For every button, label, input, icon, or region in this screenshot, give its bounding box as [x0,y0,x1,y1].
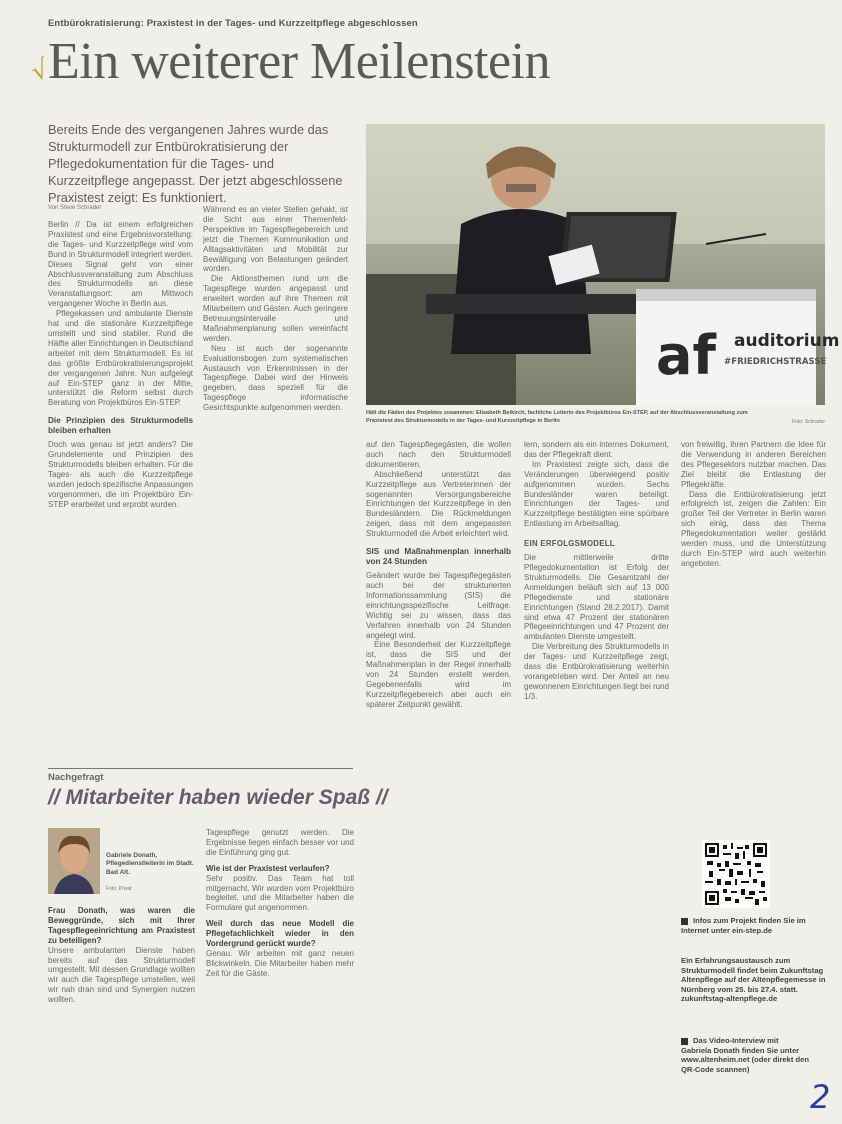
lead-paragraph: Bereits Ende des vergangenen Jahres wurde das Strukturmodell zur Entbürokratisierung der Pflegedokumentation für die Tages- und Kurzzeitpflege angepasst. Der jetzt abgeschlossene Praxistest zeigt: Es funktioniert. [48,122,343,205]
paragraph: Doch was genau ist jetzt anders? Die Grundelemente und Prinzipien des Strukturmodells bleiben erhalten. Für die Tages- als auch die Kurzzeitpflege wurden jedoch spezifische Anpassungen vorgenommen, die im Projektbüro Ein-STEP erarbeitet und erprobt wurden. [48,440,193,509]
podium-banner-text: auditorium [734,331,840,351]
byline: Von Steve Schrader [48,205,102,211]
info-box-event [681,956,826,1004]
interview-column-2 [206,828,354,1096]
event-photo [366,124,840,405]
subheading: SIS und Maßnahmenplan innerhalb von 24 Stunden [366,547,511,567]
interview-column-1 [48,906,195,1096]
portrait-caption: Gabriele Donath, Pflegedienstleiterin im Stadt. Bad Alt. [106,852,194,876]
interview-title: // Mitarbeiter haben wieder Spaß // [48,786,388,809]
interview-question: Frau Donath, was waren die Beweggründe, sich mit Ihrer Tagespflegeeinrichtung am Praxistest zu beteiligen? [48,906,195,945]
kicker: Entbürokratisierung: Praxistest in der Tages- und Kurzzeitpflege abgeschlossen [48,18,418,29]
portrait-photo [48,828,100,894]
paragraph: Dass die Entbürokratisierung jetzt erfolgreich ist, zeigen die Zahlen: Ein großer Teil der Vertreter in Berlin waren sich einig, dass das Thema Pflegedokumentation weiter gestärkt werden muss, und die Unterstützung durch Ein-STEP wird auch weiterhin angeboten. [681,489,826,568]
paragraph: Abschließend unterstützt das Kurzzeitpflege aus Vertreterinnen der sogenannten Versorgungsbereiche Einrichtungen der Kurzzeitpflege in den Bundesländern. Die Rückmeldungen zeigen, dass mit dem angepassten Strukturmodell die Arbeit erleichtert wird. [366,469,511,539]
portrait-illustration [48,828,100,894]
podium-logo: af [656,324,716,387]
paragraph: Im Praxistest zeigte sich, dass die Veränderungen überwiegend positiv aufgenommen wurden. Sechs Bundesländer waren beteiligt. Einrichtungen der Tages- und Kurzzeitpflege bestätigten eine spürbare Entlastung im Arbeitsalltag. [524,459,669,529]
square-bullet-icon [681,1038,688,1045]
paragraph: Die Aktionsthemen rund um die Tagespflege wurden angepasst und erweitert worden auf ihre Themen mit Mitarbeitern und Gästen. Auch geringere Betreuungsintervalle und Maßnahmenplanung sollen vereinfacht werden. [203,274,348,343]
subheading-caps: EIN ERFOLGSMODELL [524,539,615,549]
paragraph: Neu ist auch der sogenannte Evaluationsbogen zum systematischen Austausch von Erkenntnissen in der Tagespflege. Dabei wird der Hinweis gegeben, dass speziell für die Tagespflege informatische Gesichtspunkte aufgenommen werden. [203,343,348,413]
paragraph: lern, sondern als ein internes Dokument, das der Pflegekraft dient. [524,440,669,459]
article-column-5 [681,440,826,830]
interview-answer: Genau. Wir arbeiten mit ganz neuen Blickwinkeln. Die Mitarbeiter haben mehr Zeit für die Gäste. [206,948,354,978]
podium-banner-subtext: #FRIEDRICHSTRASSE [724,357,827,367]
article-column-1 [48,220,193,750]
info-text: Das Video-Interview mit Gabriela Donath finden Sie unter www.altenheim.net (oder direkt den QR-Code scannen) [681,1036,809,1074]
paragraph: auf den Tagespflegegästen, die wollen auch nach den Strukturmodell dokumentieren. [366,440,511,469]
article-column-2 [203,205,348,750]
info-text: Infos zum Projekt finden Sie im Internet unter ein-step.de [681,916,806,935]
interview-answer: Unsere ambulanten Dienste haben bereits auf das Strukturmodell umgestellt. Mit dessen Grundlage wollten wir auch die Tagespflege umstellen, weil wir nah dran sind und Synergien nutzen wollten. [48,945,195,1005]
paragraph: Eine Besonderheit der Kurzzeitpflege ist, dass die SIS und der Maßnahmenplan in der Regel innerhalb von 24 Stunden erstellt werden. Gegebenenfalls wird im Kurzzeitpflegebereich aber auch ein späterer Zeitpunkt gewählt. [366,640,511,709]
handwritten-page-number: 2 [810,1078,831,1116]
interview-question: Wie ist der Praxistest verlaufen? [206,863,330,873]
article-column-3 [366,440,511,1090]
qr-code[interactable] [702,840,770,908]
paragraph: Die Verbreitung des Strukturmodells in der Tages- und Kurzzeitpflege zeigt, dass die Entbürokratisierung weiterhin vorangetrieben wird. Der Anteil an neu gewonnenen Einrichtungen liegt bei rund 1/3. [524,642,669,701]
handwritten-check-mark: √ [27,54,54,88]
paragraph: von freiwillig, ihren Partnern die Idee für die Verwendung in anderen Bereichen des Pflegesektors nutzbar machen. Das Ziel bleibt die Entlastung der Pflegekräfte. [681,440,826,489]
headline: Ein weiterer Meilenstein [48,33,551,90]
info-box-project [681,916,826,935]
section-divider [48,768,353,769]
interview-answer: Sehr positiv. Das Team hat toll mitgemacht. Wir wurden vom Projektbüro begleitet, und die Mitarbeiter haben die Formulare gut angenommen. [206,873,354,913]
interview-answer: Tagespflege genutzt werden. Die Ergebnisse liegen einfach besser vor und die Einführung ging gut. [206,828,354,857]
paragraph: Pflegekassen und ambulante Dienste hat und die stationäre Kurzzeitpflege umstellt und sind stabiler. Rund die Hälfte aller Einrichtungen in Deutschland arbeitet mit dem Strukturmodell. Es ist das größte Entbürokratisierungsprojekt der vergangenen Jahre. Nun aufgelegt auf Ein-STEP ganz in der Mitte, unterstützt die Reform selbst durch Beratung von Projektbüros Ein-STEP. [48,309,193,408]
interview-label: Nachgefragt [48,772,104,783]
portrait-credit: Foto: Privat [106,886,132,892]
info-text: Ein Erfahrungsaustausch zum Strukturmodell findet beim Zukunftstag Altenpflege auf der Altenpflegemesse in Nürnberg vom 25. bis 27.4. statt. zukunftstag-altenpflege.de [681,956,826,1004]
info-box-video [681,1036,811,1074]
article-column-4 [524,440,669,1090]
subheading: Die Prinzipien des Strukturmodells bleiben erhalten [48,416,193,436]
interview-question: Weil durch das neue Modell die Pflegefachlichkeit wieder in den Vordergrund gerückt wurde? [206,919,354,949]
paragraph: Geändert wurde bei Tagespflegegästen auch bei der strukturierten Informationssammlung (SIS) die einrichtungsspezifische Leitfrage. Wichtig sei zu wissen, dass das Verfahren innerhalb von 24 Stunden angelegt wird. [366,571,511,640]
paragraph: Während es an vieler Stellen gehakt, ist die Sicht aus einer Themenfeld-Perspektive im Tagespflegebereich und jetzt die Themen Kommunikation und Alltagsaktivitäten und Mobilität zur Bewältigung von Belastungen geändert worden. [203,205,348,274]
paragraph: Die mittlerweile dritte Pflegedokumentation ist Erfolg der Strukturmodells. Die Gesamtzahl der Anmeldungen beläuft sich auf 13 000 Pflegedienste und stationäre Einrichtungen (Stand 28.2.2017). Damit sind etwa 47 Prozent der stationären Pflegeeinrichtungen und 47 Prozent der ambulanten Dienste umgestellt. [524,553,669,642]
qr-code-icon [705,843,767,905]
square-bullet-icon [681,918,688,925]
paragraph: Berlin // Da ist einem erfolgreichen Praxistest und eine Ergebnisvorstellung: die Tages- und Kurzzeitpflege wird vom Bund in Strukturmodell integriert werden. Dieses Signal geht von einer Abschlussveranstaltung zum Abschluss des Strukturmodells an diese Veranstaltungsort: am Mittwoch vergangener Woche in Berlin aus. [48,220,193,309]
photo-caption: Hält die Fäden des Projektes zusammen: Elisabeth Beikirch, fachliche Leiterin des Projektbüros Ein-STEP, auf der Abschlussveranstaltung zum Praxistest des Strukturmodells in der Tages- und Kurzzeitpflege in Berlin [366,410,748,424]
photo-credit: Foto: Schrader [792,419,826,425]
photo-illustration [366,124,840,405]
